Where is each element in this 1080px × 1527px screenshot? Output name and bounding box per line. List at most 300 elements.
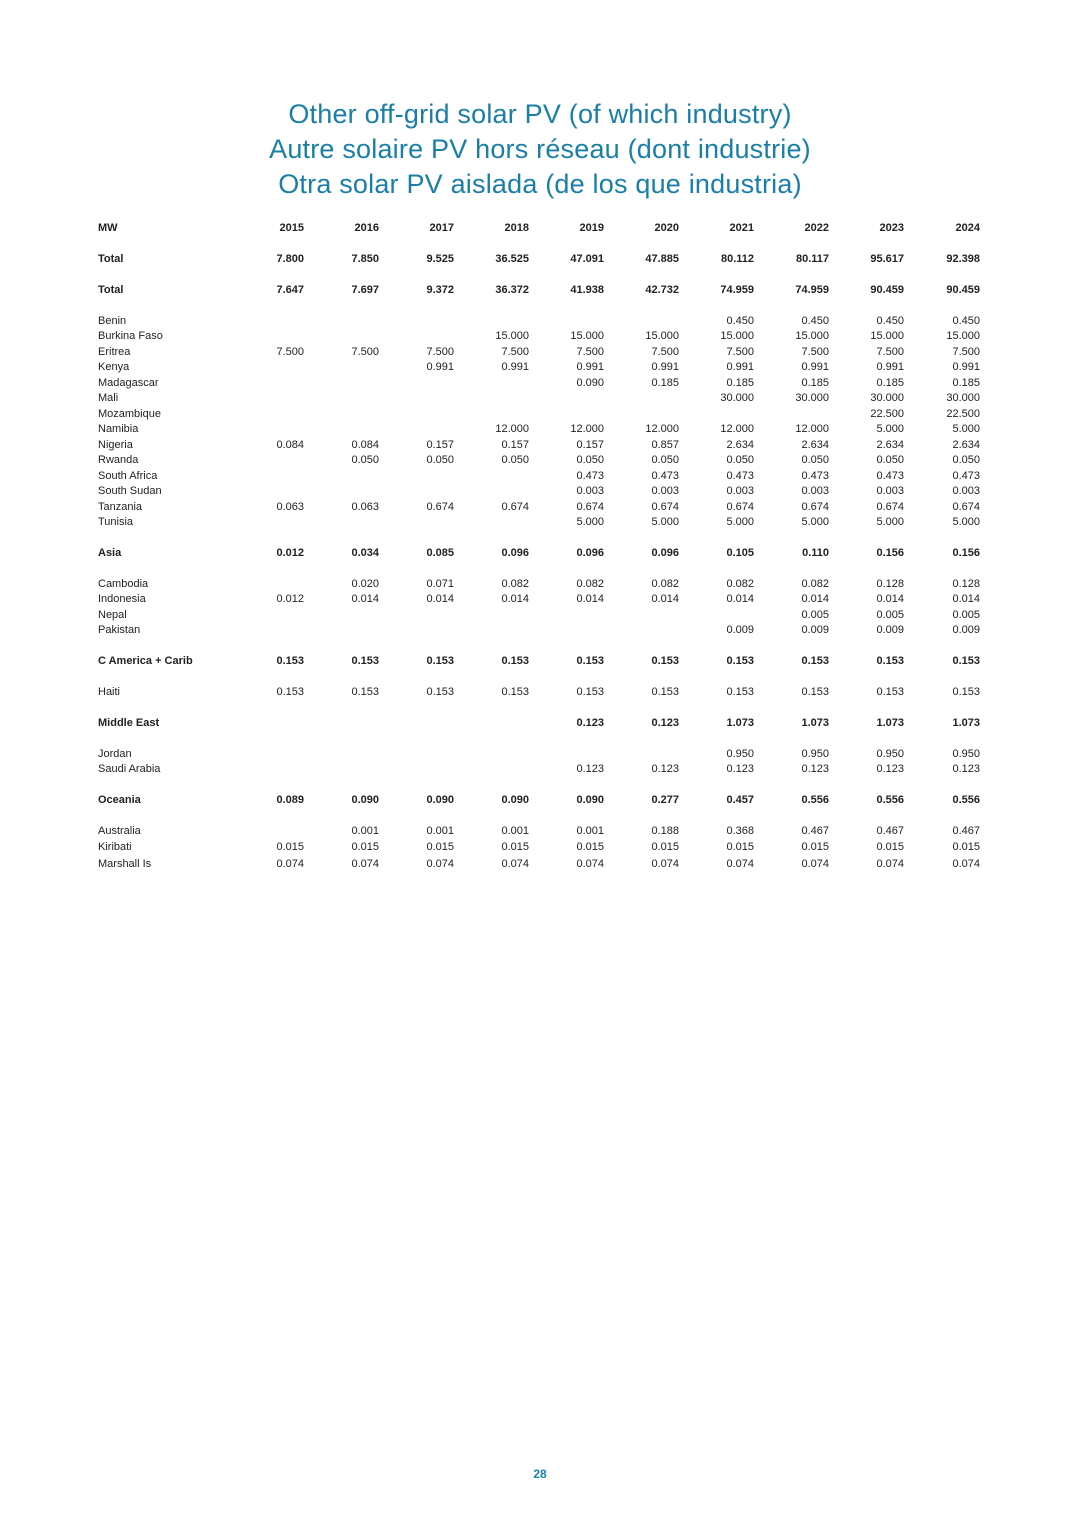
- value-cell: 47.885: [645, 253, 679, 265]
- value-cell: 12.000: [720, 423, 754, 435]
- value-cell: 0.991: [426, 361, 454, 373]
- value-cell: 0.012: [276, 547, 304, 559]
- value-cell: 0.015: [952, 841, 980, 853]
- row-label: Rwanda: [98, 454, 139, 466]
- table-row: [98, 856, 982, 872]
- value-cell: 0.074: [276, 858, 304, 870]
- value-cell: 0.473: [651, 470, 679, 482]
- value-cell: 0.005: [952, 609, 980, 621]
- value-cell: 0.153: [801, 686, 829, 698]
- value-cell: 12.000: [795, 423, 829, 435]
- value-cell: 0.003: [876, 485, 904, 497]
- table-row: [98, 839, 982, 855]
- row-label: South Sudan: [98, 485, 162, 497]
- value-cell: 2024: [955, 222, 980, 234]
- value-cell: 0.157: [426, 439, 454, 451]
- value-cell: 7.500: [351, 346, 379, 358]
- value-cell: 0.063: [351, 501, 379, 513]
- row-label: Marshall Is: [98, 858, 152, 870]
- value-cell: 0.015: [501, 841, 529, 853]
- value-cell: 0.110: [802, 547, 829, 559]
- value-cell: 0.153: [426, 655, 454, 667]
- row-label: Nepal: [98, 609, 127, 621]
- value-cell: 0.153: [726, 655, 754, 667]
- table-row: [98, 684, 982, 700]
- value-cell: 0.014: [351, 593, 379, 605]
- value-cell: 7.500: [576, 346, 604, 358]
- value-cell: 0.157: [501, 439, 529, 451]
- value-cell: 0.015: [576, 841, 604, 853]
- value-cell: 0.188: [651, 825, 679, 837]
- table-row: [98, 483, 982, 499]
- value-cell: 90.459: [870, 284, 904, 296]
- value-cell: 30.000: [720, 392, 754, 404]
- value-cell: 30.000: [795, 392, 829, 404]
- value-cell: 5.000: [726, 516, 754, 528]
- value-cell: 0.674: [426, 501, 454, 513]
- row-label: South Africa: [98, 470, 158, 482]
- value-cell: 0.085: [426, 547, 454, 559]
- row-label: Tanzania: [98, 501, 143, 513]
- table-row: [98, 514, 982, 530]
- value-cell: 0.050: [426, 454, 454, 466]
- value-cell: 0.123: [952, 763, 980, 775]
- value-cell: 7.697: [351, 284, 379, 296]
- value-cell: 36.372: [495, 284, 529, 296]
- table-row: [98, 452, 982, 468]
- title-french: Autre solaire PV hors réseau (dont industrie): [269, 134, 811, 164]
- table-row: [98, 591, 982, 607]
- value-cell: 0.674: [576, 501, 604, 513]
- value-cell: 0.003: [801, 485, 829, 497]
- row-label: Benin: [98, 315, 127, 327]
- value-cell: 0.123: [651, 763, 679, 775]
- value-cell: 0.123: [651, 717, 679, 729]
- value-cell: 0.123: [576, 717, 604, 729]
- value-cell: 92.398: [946, 253, 980, 265]
- value-cell: 1.073: [801, 717, 829, 729]
- value-cell: 30.000: [870, 392, 904, 404]
- value-cell: 0.096: [501, 547, 529, 559]
- value-cell: 0.991: [952, 361, 980, 373]
- value-cell: 0.153: [876, 686, 904, 698]
- value-cell: 0.071: [426, 578, 454, 590]
- value-cell: 0.991: [501, 361, 529, 373]
- row-label: Mozambique: [98, 408, 161, 420]
- value-cell: 15.000: [870, 330, 904, 342]
- value-cell: 0.001: [501, 825, 529, 837]
- value-cell: 0.153: [501, 686, 529, 698]
- value-cell: 0.153: [351, 655, 379, 667]
- value-cell: 0.185: [952, 377, 980, 389]
- row-label: Middle East: [98, 717, 160, 729]
- table-row: [98, 328, 982, 344]
- row-label: Kenya: [98, 361, 130, 373]
- value-cell: 0.009: [952, 624, 980, 636]
- value-cell: 0.153: [801, 655, 829, 667]
- value-cell: 2018: [504, 222, 529, 234]
- value-cell: 0.050: [501, 454, 529, 466]
- table-row: [98, 761, 982, 777]
- value-cell: 0.467: [876, 825, 904, 837]
- value-cell: 0.153: [726, 686, 754, 698]
- value-cell: 0.034: [351, 547, 379, 559]
- value-cell: 0.185: [726, 377, 754, 389]
- row-label: Jordan: [98, 748, 132, 760]
- value-cell: 2.634: [876, 439, 904, 451]
- value-cell: 0.074: [801, 858, 829, 870]
- value-cell: 7.500: [801, 346, 829, 358]
- value-cell: 5.000: [801, 516, 829, 528]
- row-label: Mali: [98, 392, 119, 404]
- value-cell: 0.014: [876, 593, 904, 605]
- value-cell: 5.000: [952, 423, 980, 435]
- value-cell: 2.634: [726, 439, 754, 451]
- value-cell: 0.185: [876, 377, 904, 389]
- value-cell: 0.991: [801, 361, 829, 373]
- row-label: Nigeria: [98, 439, 133, 451]
- value-cell: 0.991: [651, 361, 679, 373]
- value-cell: 0.277: [651, 794, 679, 806]
- value-cell: 0.050: [351, 454, 379, 466]
- value-cell: 0.089: [276, 794, 304, 806]
- value-cell: 0.156: [952, 547, 980, 559]
- table-row: [98, 607, 982, 623]
- value-cell: 0.084: [276, 439, 304, 451]
- table-group-row: [98, 715, 982, 731]
- value-cell: 0.074: [952, 858, 980, 870]
- value-cell: 2.634: [952, 439, 980, 451]
- value-cell: 0.153: [576, 686, 604, 698]
- value-cell: 0.074: [651, 858, 679, 870]
- value-cell: 0.001: [426, 825, 454, 837]
- row-label: Madagascar: [98, 377, 159, 389]
- value-cell: 0.084: [351, 439, 379, 451]
- value-cell: 0.001: [351, 825, 379, 837]
- value-cell: 0.674: [501, 501, 529, 513]
- value-cell: 0.050: [876, 454, 904, 466]
- value-cell: 0.674: [726, 501, 754, 513]
- table-row: [98, 421, 982, 437]
- page-number: 28: [533, 1467, 547, 1481]
- value-cell: 0.153: [501, 655, 529, 667]
- table-header-row: [98, 220, 982, 236]
- value-cell: 2016: [354, 222, 379, 234]
- value-cell: 0.050: [726, 454, 754, 466]
- value-cell: 0.090: [576, 377, 604, 389]
- value-cell: 74.959: [795, 284, 829, 296]
- value-cell: 0.074: [351, 858, 379, 870]
- value-cell: 0.082: [501, 578, 529, 590]
- value-cell: 2021: [729, 222, 754, 234]
- row-label: Total: [98, 284, 124, 296]
- value-cell: 0.105: [726, 547, 754, 559]
- value-cell: 22.500: [946, 408, 980, 420]
- value-cell: 0.003: [576, 485, 604, 497]
- value-cell: 9.525: [426, 253, 454, 265]
- value-cell: 0.014: [726, 593, 754, 605]
- value-cell: 0.050: [576, 454, 604, 466]
- value-cell: 0.009: [801, 624, 829, 636]
- value-cell: 0.950: [801, 748, 829, 760]
- value-cell: 15.000: [720, 330, 754, 342]
- value-cell: 0.128: [952, 578, 980, 590]
- value-cell: 0.003: [952, 485, 980, 497]
- value-cell: 0.991: [876, 361, 904, 373]
- table-row: [98, 576, 982, 592]
- value-cell: 15.000: [946, 330, 980, 342]
- value-cell: 0.153: [952, 655, 980, 667]
- table-row: [98, 406, 982, 422]
- value-cell: 0.009: [876, 624, 904, 636]
- value-cell: 0.674: [651, 501, 679, 513]
- value-cell: 2.634: [801, 439, 829, 451]
- table-group-row: [98, 792, 982, 808]
- value-cell: 0.063: [276, 501, 304, 513]
- value-cell: 0.450: [952, 315, 980, 327]
- value-cell: 0.005: [801, 609, 829, 621]
- value-cell: 0.015: [351, 841, 379, 853]
- value-cell: 0.128: [876, 578, 904, 590]
- value-cell: 0.450: [726, 315, 754, 327]
- value-cell: 0.014: [651, 593, 679, 605]
- value-cell: 0.950: [952, 748, 980, 760]
- table-group-row: [98, 251, 982, 267]
- value-cell: 0.123: [801, 763, 829, 775]
- table-row: [98, 390, 982, 406]
- value-cell: 0.050: [952, 454, 980, 466]
- value-cell: 0.450: [876, 315, 904, 327]
- value-cell: 0.156: [876, 547, 904, 559]
- value-cell: 0.153: [651, 686, 679, 698]
- value-cell: 0.153: [952, 686, 980, 698]
- value-cell: 7.647: [276, 284, 304, 296]
- value-cell: 0.153: [351, 686, 379, 698]
- table-row: [98, 313, 982, 329]
- value-cell: 7.500: [952, 346, 980, 358]
- value-cell: 5.000: [651, 516, 679, 528]
- value-cell: 15.000: [795, 330, 829, 342]
- value-cell: 95.617: [870, 253, 904, 265]
- value-cell: 0.991: [726, 361, 754, 373]
- value-cell: 47.091: [570, 253, 604, 265]
- value-cell: 0.153: [876, 655, 904, 667]
- value-cell: 0.473: [876, 470, 904, 482]
- value-cell: 9.372: [426, 284, 454, 296]
- value-cell: 0.014: [501, 593, 529, 605]
- table-row: [98, 823, 982, 839]
- value-cell: 0.467: [801, 825, 829, 837]
- value-cell: 12.000: [495, 423, 529, 435]
- value-cell: 0.473: [801, 470, 829, 482]
- value-cell: 0.015: [801, 841, 829, 853]
- row-label: Asia: [98, 547, 122, 559]
- value-cell: 0.123: [576, 763, 604, 775]
- value-cell: 0.857: [651, 439, 679, 451]
- value-cell: 0.014: [426, 593, 454, 605]
- value-cell: 2017: [429, 222, 454, 234]
- value-cell: 0.991: [576, 361, 604, 373]
- row-label: Total: [98, 253, 124, 265]
- value-cell: 12.000: [570, 423, 604, 435]
- value-cell: 0.074: [426, 858, 454, 870]
- row-label: Tunisia: [98, 516, 134, 528]
- value-cell: 15.000: [645, 330, 679, 342]
- value-cell: 0.090: [501, 794, 529, 806]
- value-cell: 7.500: [426, 346, 454, 358]
- row-label: Haiti: [98, 686, 121, 698]
- value-cell: 0.003: [651, 485, 679, 497]
- value-cell: 0.473: [952, 470, 980, 482]
- value-cell: 0.467: [952, 825, 980, 837]
- value-cell: 0.368: [726, 825, 754, 837]
- value-cell: 0.001: [576, 825, 604, 837]
- value-cell: 0.015: [651, 841, 679, 853]
- value-cell: 1.073: [726, 717, 754, 729]
- value-cell: 15.000: [570, 330, 604, 342]
- value-cell: 7.850: [351, 253, 379, 265]
- value-cell: 0.082: [576, 578, 604, 590]
- value-cell: 80.117: [795, 253, 829, 265]
- value-cell: 41.938: [570, 284, 604, 296]
- value-cell: 0.153: [426, 686, 454, 698]
- value-cell: 0.050: [801, 454, 829, 466]
- value-cell: 2015: [279, 222, 304, 234]
- value-cell: 0.082: [726, 578, 754, 590]
- value-cell: 5.000: [952, 516, 980, 528]
- value-cell: 7.500: [501, 346, 529, 358]
- row-label: MW: [98, 222, 118, 234]
- value-cell: 30.000: [946, 392, 980, 404]
- value-cell: 0.014: [801, 593, 829, 605]
- value-cell: 0.123: [876, 763, 904, 775]
- row-label: Pakistan: [98, 624, 141, 636]
- value-cell: 0.009: [726, 624, 754, 636]
- table-row: [98, 468, 982, 484]
- row-label: Cambodia: [98, 578, 149, 590]
- value-cell: 2023: [879, 222, 904, 234]
- value-cell: 0.556: [801, 794, 829, 806]
- value-cell: 0.020: [351, 578, 379, 590]
- value-cell: 0.015: [426, 841, 454, 853]
- table-row: [98, 746, 982, 762]
- value-cell: 2020: [654, 222, 679, 234]
- value-cell: 1.073: [876, 717, 904, 729]
- value-cell: 7.500: [876, 346, 904, 358]
- value-cell: 7.800: [276, 253, 304, 265]
- value-cell: 0.185: [801, 377, 829, 389]
- value-cell: 5.000: [576, 516, 604, 528]
- value-cell: 0.096: [576, 547, 604, 559]
- value-cell: 22.500: [870, 408, 904, 420]
- value-cell: 0.074: [876, 858, 904, 870]
- value-cell: 0.450: [801, 315, 829, 327]
- value-cell: 5.000: [876, 516, 904, 528]
- value-cell: 7.500: [276, 346, 304, 358]
- row-label: Namibia: [98, 423, 139, 435]
- value-cell: 0.003: [726, 485, 754, 497]
- value-cell: 0.556: [876, 794, 904, 806]
- value-cell: 0.090: [351, 794, 379, 806]
- value-cell: 90.459: [946, 284, 980, 296]
- value-cell: 0.014: [576, 593, 604, 605]
- value-cell: 12.000: [645, 423, 679, 435]
- title-spanish: Otra solar PV aislada (de los que industria): [278, 169, 802, 199]
- value-cell: 0.153: [276, 686, 304, 698]
- value-cell: 0.015: [726, 841, 754, 853]
- table-row: [98, 359, 982, 375]
- value-cell: 0.082: [801, 578, 829, 590]
- value-cell: 0.123: [726, 763, 754, 775]
- value-cell: 0.012: [276, 593, 304, 605]
- table-row: [98, 375, 982, 391]
- value-cell: 5.000: [876, 423, 904, 435]
- value-cell: 36.525: [495, 253, 529, 265]
- value-cell: 0.074: [726, 858, 754, 870]
- value-cell: 0.090: [576, 794, 604, 806]
- value-cell: 0.674: [876, 501, 904, 513]
- value-cell: 0.153: [576, 655, 604, 667]
- value-cell: 0.157: [576, 439, 604, 451]
- table-row: [98, 344, 982, 360]
- value-cell: 1.073: [952, 717, 980, 729]
- value-cell: 0.185: [651, 377, 679, 389]
- row-label: C America + Carib: [98, 655, 193, 667]
- value-cell: 0.015: [276, 841, 304, 853]
- value-cell: 0.457: [726, 794, 754, 806]
- value-cell: 7.500: [651, 346, 679, 358]
- table-row: [98, 499, 982, 515]
- row-label: Eritrea: [98, 346, 131, 358]
- value-cell: 74.959: [720, 284, 754, 296]
- value-cell: 0.950: [876, 748, 904, 760]
- value-cell: 42.732: [645, 284, 679, 296]
- value-cell: 0.015: [876, 841, 904, 853]
- value-cell: 0.050: [651, 454, 679, 466]
- row-label: Burkina Faso: [98, 330, 163, 342]
- value-cell: 0.074: [501, 858, 529, 870]
- row-label: Oceania: [98, 794, 141, 806]
- value-cell: 80.112: [720, 253, 754, 265]
- table-row: [98, 622, 982, 638]
- row-label: Australia: [98, 825, 141, 837]
- value-cell: 0.950: [726, 748, 754, 760]
- value-cell: 0.674: [952, 501, 980, 513]
- value-cell: 7.500: [726, 346, 754, 358]
- value-cell: 0.005: [876, 609, 904, 621]
- row-label: Indonesia: [98, 593, 146, 605]
- value-cell: 0.096: [651, 547, 679, 559]
- value-cell: 2019: [579, 222, 604, 234]
- value-cell: 0.473: [576, 470, 604, 482]
- value-cell: 0.473: [726, 470, 754, 482]
- value-cell: 2022: [804, 222, 829, 234]
- value-cell: 0.014: [952, 593, 980, 605]
- value-cell: 0.153: [276, 655, 304, 667]
- value-cell: 0.082: [651, 578, 679, 590]
- value-cell: 0.074: [576, 858, 604, 870]
- table-group-row: [98, 545, 982, 561]
- table-row: [98, 437, 982, 453]
- title-english: Other off-grid solar PV (of which industry): [288, 99, 792, 129]
- row-label: Saudi Arabia: [98, 763, 161, 775]
- value-cell: 15.000: [495, 330, 529, 342]
- value-cell: 0.153: [651, 655, 679, 667]
- row-label: Kiribati: [98, 841, 132, 853]
- table-group-row: [98, 282, 982, 298]
- table-group-row: [98, 653, 982, 669]
- value-cell: 0.556: [952, 794, 980, 806]
